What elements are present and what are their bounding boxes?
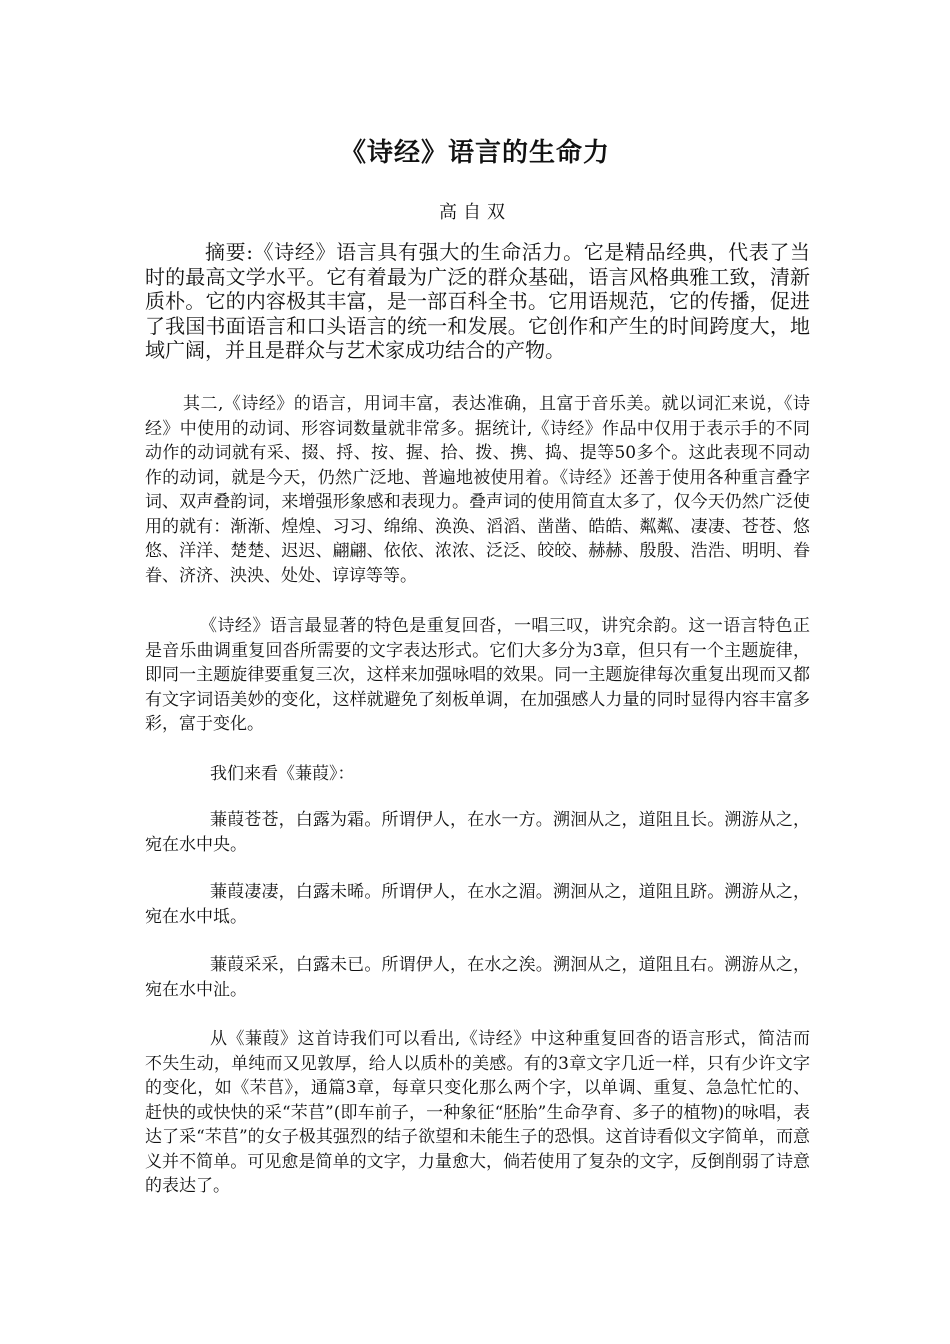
poem-stanza-1: 蒹葭苍苍，白露为霜。所谓伊人，在水一方。溯洄从之，道阻且长。溯游从之，宛在水中央。 bbox=[145, 810, 810, 855]
paragraph-repetition: 《诗经》语言最显著的特色是重复回沓，一唱三叹，讲究余韵。这一语言特色正是音乐曲调重复回沓所需要的文字表达形式。它们大多分为3章，但只有一个主题旋律，即同一主题旋律要重复三次，这样来加强咏唱的效果。同一主题旋律每次重复出现而又都有文字词语美妙的变化，这样就避免了刻板单调，在加强感人力量的同时显得内容丰富多彩，富于变化。 bbox=[145, 616, 810, 734]
poem-stanza-2: 蒹葭凄凄，白露未晞。所谓伊人，在水之湄。溯洄从之，道阻且跻。溯游从之，宛在水中坻。 bbox=[145, 882, 810, 927]
paragraph-vocabulary: 其二,《诗经》的语言，用词丰富，表达准确，且富于音乐美。就以词汇来说，《诗经》中使用的动词、形容词数量就非常多。据统计,《诗经》作品中仅用于表示手的不同动作的动词就有采、掇、捋、按、握、拾、拨、携、捣、提等50多个。这此表现不同动作的动词，就是今天，仍然广泛地、普遍地被使用着。《诗经》还善于使用各种重言叠字词、双声叠韵词，来增强形象感和表现力。叠声词的使用简直太多了，仅今天仍然广泛使用的就有：渐渐、煌煌、习习、绵绵、涣涣、滔滔、凿凿、皓皓、粼粼、凄凄、苍苍、悠悠、洋洋、楚楚、迟迟、翩翩、依依、浓浓、泛泛、皎皎、赫赫、殷殷、浩浩、明明、眷眷、济济、泱泱、处处、谆谆等等。 bbox=[145, 394, 810, 586]
paragraph-analysis: 从《蒹葭》这首诗我们可以看出,《诗经》中这种重复回沓的语言形式，简洁而不失生动，单纯而又见敦厚，给人以质朴的美感。有的3章文字几近一样，只有少许文字的变化，如《芣苢》，通篇3章，每章只变化那么两个字，以单调、重复、急急忙忙的、赶快的或快快的采“芣苢”(即车前子，一种象征“胚胎”生命孕育、多子的植物)的咏唱，表达了采“芣苢”的女子极其强烈的结子欲望和未能生子的恐惧。这首诗看似文字简单，而意义并不简单。可见愈是简单的文字，力量愈大，倘若使用了复杂的文字，反倒削弱了诗意的表达了。 bbox=[145, 1029, 810, 1196]
poem-stanza-3: 蒹葭采采，白露未已。所谓伊人，在水之涘。溯洄从之，道阻且右。溯游从之，宛在水中沚。 bbox=[145, 955, 810, 1000]
document-author: 高自双 bbox=[439, 202, 511, 223]
abstract-paragraph: 摘要:《诗经》语言具有强大的生命活力。它是精品经典，代表了当时的最高文学水平。它有着最为广泛的群众基础，语言风格典雅工致，清新质朴。它的内容极其丰富，是一部百科全书。它用语规范，它的传播，促进了我国书面语言和口头语言的统一和发展。它创作和产生的时间跨度大，地域广阔，并且是群众与艺术家成功结合的产物。 bbox=[145, 240, 810, 362]
document-title: 《诗经》语言的生命力 bbox=[339, 138, 610, 168]
paragraph-intro-jianjia: 我们来看《蒹葭》： bbox=[210, 764, 355, 784]
